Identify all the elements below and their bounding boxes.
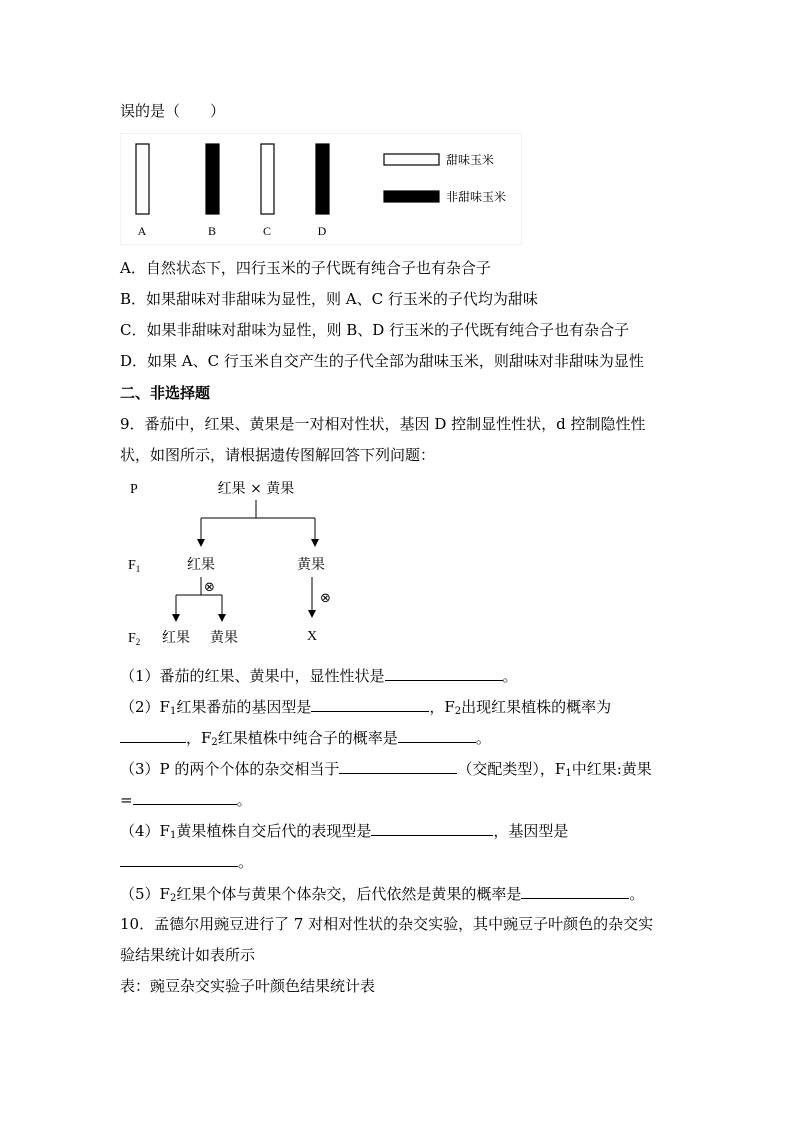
bar-c — [261, 144, 274, 214]
answer-blank[interactable] — [398, 727, 476, 743]
selfing-icon: ⊗ — [204, 580, 215, 595]
answer-blank[interactable] — [120, 727, 186, 743]
legend-label-sweet: 甜味玉米 — [446, 153, 495, 167]
legend-swatch-sweet — [384, 154, 439, 165]
q10-line2: 验结果统计如表所示 — [120, 946, 256, 964]
q9-sub5: $(5)F_2$红果个体与黄果个体杂交，后代依然是黄果的概率是 。 — [120, 885, 645, 904]
q8-option-b: B．如果甜味对非甜味为显性，则 A、C 行玉米的子代均为甜味 — [120, 290, 538, 308]
q8-option-d: D．如果 A、C 行玉米自交产生的子代全部为甜味玉米，则甜味对非甜味为显性 — [120, 352, 644, 370]
genetic-cross-diagram — [120, 473, 380, 653]
arrow-head — [172, 614, 180, 622]
q9-sub2: $(2)F_1$红果番茄的基因型是 ，$F_2$出现红果植株的概率为 — [120, 698, 612, 717]
q9-stem-line1: 9．番茄中，红果、黄果是一对相对性状，基因 D 控制显性性状，d 控制隐性性 — [120, 415, 646, 433]
q9-sub4: $(4)F_1$黄果植株自交后代的表现型是 ，基因型是 — [120, 822, 569, 841]
bar-b — [206, 144, 219, 214]
legend-swatch-nonsweet — [384, 191, 439, 202]
corn-rows-figure — [120, 133, 522, 245]
q9-sub2-cont: ，$F_2$红果植株中纯合子的概率是 。 — [120, 727, 491, 748]
answer-blank[interactable] — [521, 883, 629, 899]
answer-blank[interactable] — [120, 851, 238, 867]
arrow-head — [218, 614, 226, 622]
f2-yellow: 黄果 — [210, 630, 238, 646]
bar-d — [316, 144, 329, 214]
legend-label-nonsweet: 非甜味玉米 — [446, 190, 507, 204]
x-label: X — [306, 629, 318, 644]
arrow-head — [197, 539, 205, 547]
answer-blank[interactable] — [133, 789, 237, 805]
q9-sub3-cont: = 。 — [120, 791, 252, 809]
bar-label-b: B — [207, 224, 217, 238]
answer-blank[interactable] — [311, 696, 429, 712]
f1-label: $F_1$ — [128, 558, 141, 574]
q8-stem-tail: 误的是（ ） — [120, 102, 226, 120]
q8-option-c: C．如果非甜味对甜味为显性，则 B、D 行玉米的子代既有纯合子也有杂合子 — [120, 321, 630, 339]
answer-blank[interactable] — [371, 820, 493, 836]
bar-a — [136, 144, 149, 214]
p-label: P — [130, 482, 138, 497]
table-caption: 表：豌豆杂交实验子叶颜色结果统计表 — [120, 977, 376, 995]
arrow-head — [308, 610, 316, 618]
answer-blank[interactable] — [385, 665, 503, 681]
q10-line1: 10．孟德尔用豌豆进行了 7 对相对性状的杂交实验，其中豌豆子叶颜色的杂交实 — [120, 915, 654, 933]
f1-red: 红果 — [187, 557, 215, 573]
bar-label-d: D — [317, 224, 327, 238]
q8-option-a: A．自然状态下，四行玉米的子代既有纯合子也有杂合子 — [120, 259, 491, 277]
q9-stem-line2: 状，如图所示，请根据遗传图解回答下列问题： — [120, 446, 436, 464]
answer-blank[interactable] — [339, 758, 457, 774]
f2-label: $F_2$ — [128, 631, 141, 647]
f2-red: 红果 — [162, 630, 190, 646]
section-title: 二、非选择题 — [120, 384, 211, 402]
p-cross: 红果 × 黄果 — [217, 481, 295, 497]
q9-sub4-cont: 。 — [120, 851, 253, 872]
bar-label-c: C — [262, 224, 272, 238]
bar-label-a: A — [137, 224, 147, 238]
arrow-head — [311, 539, 319, 547]
f1-yellow: 黄果 — [297, 557, 325, 573]
q9-sub1: （1）番茄的红果、黄果中，显性性状是 。 — [120, 667, 518, 685]
selfing-icon: ⊗ — [320, 591, 331, 606]
q9-sub3: （3）P 的两个个体的杂交相当于 （交配类型），$F_1$中红果:黄果 — [120, 760, 652, 779]
